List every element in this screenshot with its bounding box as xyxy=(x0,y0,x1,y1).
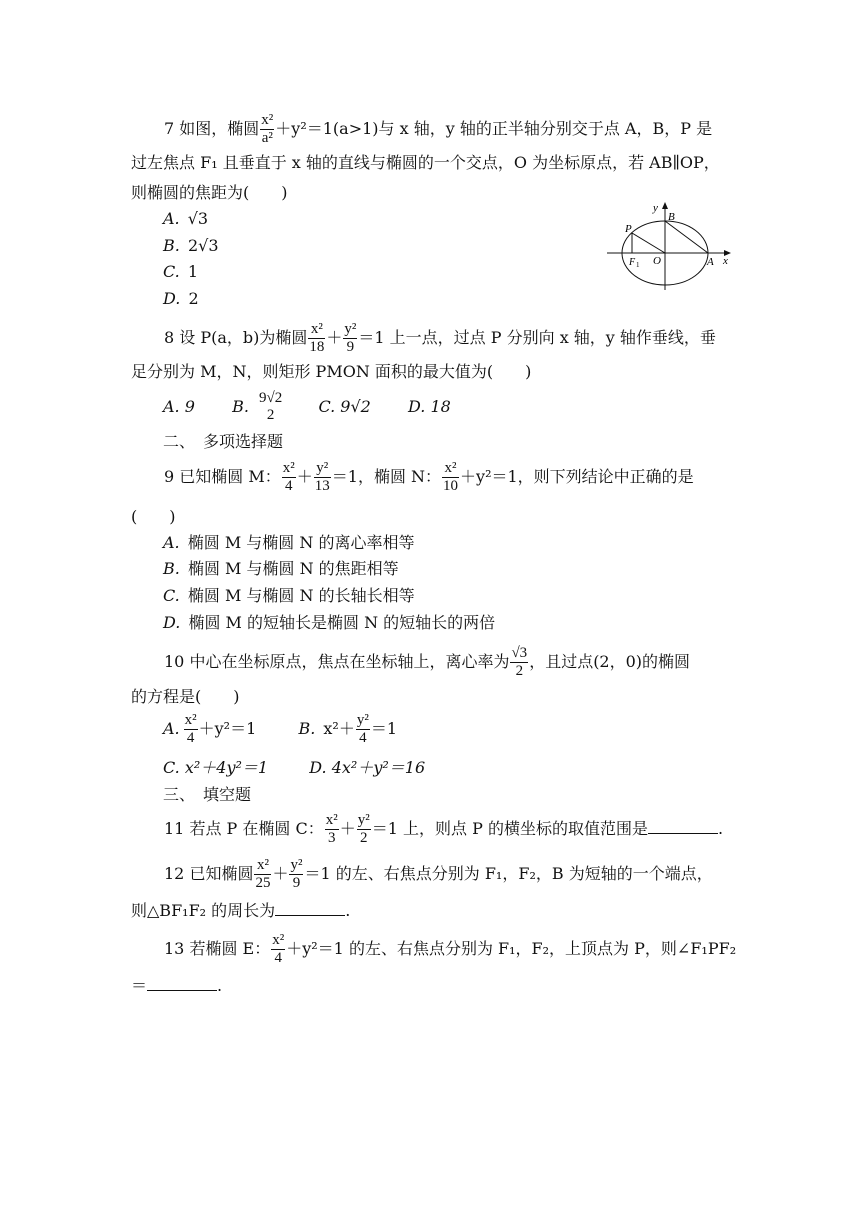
q9-option-a: A. 椭圆 M 与椭圆 N 的离心率相等 xyxy=(163,533,415,552)
label-f1-sub: 1 xyxy=(636,261,640,269)
segment-op xyxy=(632,233,665,253)
y-axis-arrow xyxy=(662,202,668,209)
q8-line1: 8 设 P(a，b)为椭圆 $\frac{\text{x²}}{18}$ ＋ $\frac{\text{y²}}{9}$ ＝1 上一点，过点 P 分别向 x 轴，y 轴作垂线，垂 xyxy=(164,321,716,355)
label-b: B xyxy=(668,211,675,223)
q7-option-b: B. 2√3 xyxy=(163,236,219,255)
label-o: O xyxy=(653,255,661,267)
q7-option-a: A. √3 xyxy=(163,209,209,228)
q10-fraction: $\frac{√3}{2}$ xyxy=(511,645,528,679)
q7-option-c: C. 1 xyxy=(163,262,199,281)
q8-fraction-1: $\frac{\text{x²}}{18}$ xyxy=(309,321,325,355)
q13-line2: ＝ . xyxy=(131,976,223,995)
q9-fraction-3: $\frac{\text{x²}}{10}$ xyxy=(443,460,459,494)
q9-line1: 9 已知椭圆 M： $\frac{\text{x²}}{4}$ ＋ $\frac{\text{y²}}{13}$ ＝1，椭圆 N： $\frac{\text{x²}}{10}$ ＋y²＝1，则下列结论中正确的是 xyxy=(164,460,694,494)
section-3-heading: 三、 填空题 xyxy=(163,785,252,804)
label-p: P xyxy=(625,223,632,235)
label-f1: F xyxy=(629,257,636,268)
q7-fraction: $\frac{\text{x²}}{\text{a²}}$ xyxy=(261,112,274,146)
label-y: y xyxy=(653,202,658,214)
q10-options-cd: C. x²＋4y²＝1 D. 4x²＋y²＝16 xyxy=(163,758,426,777)
q7-text-post: ＋y²＝1(a>1)与 x 轴，y 轴的正半轴分别交于点 A，B，P 是 xyxy=(275,119,713,138)
q8-options: A. 9 B. 9√2 2 C. 9√2 D. 18 xyxy=(163,390,451,423)
q12-fraction-2: $\frac{\text{y²}}{9}$ xyxy=(290,857,303,891)
q9-line2: ( ) xyxy=(131,507,176,526)
q9-fraction-2: $\frac{\text{y²}}{13}$ xyxy=(314,460,330,494)
q13-fraction: $\frac{\text{x²}}{4}$ xyxy=(272,932,285,966)
q9-fraction-1: $\frac{\text{x²}}{4}$ xyxy=(282,460,295,494)
q8-option-b-fraction: 9√2 2 xyxy=(259,390,283,423)
q9-option-d: D. 椭圆 M 的短轴长是椭圆 N 的短轴长的两倍 xyxy=(163,613,496,632)
q7-line3: 则椭圆的焦距为( ) xyxy=(131,183,288,202)
q13-answer-blank[interactable] xyxy=(147,976,217,991)
q11-fraction-1: $\frac{\text{x²}}{3}$ xyxy=(325,812,338,846)
q10-line2: 的方程是( ) xyxy=(131,687,240,706)
q10-option-a-fraction: $\frac{\text{x²}}{4}$ xyxy=(184,712,197,746)
q7-line2: 过左焦点 F₁ 且垂直于 x 轴的直线与椭圆的一个交点，O 为坐标原点，若 AB∥OP， xyxy=(131,153,720,172)
q7-text: 7 如图，椭圆 xyxy=(164,119,260,138)
q12-fraction-1: $\frac{\text{x²}}{25}$ xyxy=(255,857,271,891)
q12-line2: 则△BF₁F₂ 的周长为 . xyxy=(131,901,351,920)
q7-option-d: D. 2 xyxy=(163,289,199,308)
q7-line1 xyxy=(164,112,712,147)
q8-line2: 足分别为 M，N，则矩形 PMON 面积的最大值为( ) xyxy=(131,362,532,381)
q10-option-b-fraction: $\frac{\text{y²}}{4}$ xyxy=(356,712,369,746)
q11-answer-blank[interactable] xyxy=(648,819,718,834)
q8-fraction-2: $\frac{\text{y²}}{9}$ xyxy=(344,321,357,355)
q10-line1: 10 中心在坐标原点，焦点在坐标轴上，离心率为 $\frac{√3}{2}$ ，且过点(2，0)的椭圆 xyxy=(164,645,691,679)
q9-option-b: B. 椭圆 M 与椭圆 N 的焦距相等 xyxy=(163,559,399,578)
section-2-heading: 二、 多项选择题 xyxy=(163,432,284,451)
q12-answer-blank[interactable] xyxy=(275,901,345,916)
segment-ab xyxy=(665,221,708,253)
ellipse-figure xyxy=(603,196,743,296)
q9-option-c: C. 椭圆 M 与椭圆 N 的长轴长相等 xyxy=(163,586,415,605)
q11-line1: 11 若点 P 在椭圆 C： $\frac{\text{x²}}{3}$ ＋ $\frac{\text{y²}}{2}$ ＝1 上，则点 P 的横坐标的取值范围是 . xyxy=(164,812,724,846)
q10-options-ab: A. $\frac{\text{x²}}{4}$ ＋y²＝1 B. x²＋ $\frac{\text{y²}}{4}$ ＝1 xyxy=(163,712,398,746)
q12-line1: 12 已知椭圆 $\frac{\text{x²}}{25}$ ＋ $\frac{\text{y²}}{9}$ ＝1 的左、右焦点分别为 F₁，F₂，B 为短轴的一个端点， xyxy=(164,857,713,891)
label-a: A xyxy=(707,256,714,268)
q13-line1: 13 若椭圆 E： $\frac{\text{x²}}{4}$ ＋y²＝1 的左、右焦点分别为 F₁，F₂，上顶点为 P，则∠F₁PF₂ xyxy=(164,932,737,966)
label-x: x xyxy=(723,255,728,267)
q11-fraction-2: $\frac{\text{y²}}{2}$ xyxy=(357,812,370,846)
